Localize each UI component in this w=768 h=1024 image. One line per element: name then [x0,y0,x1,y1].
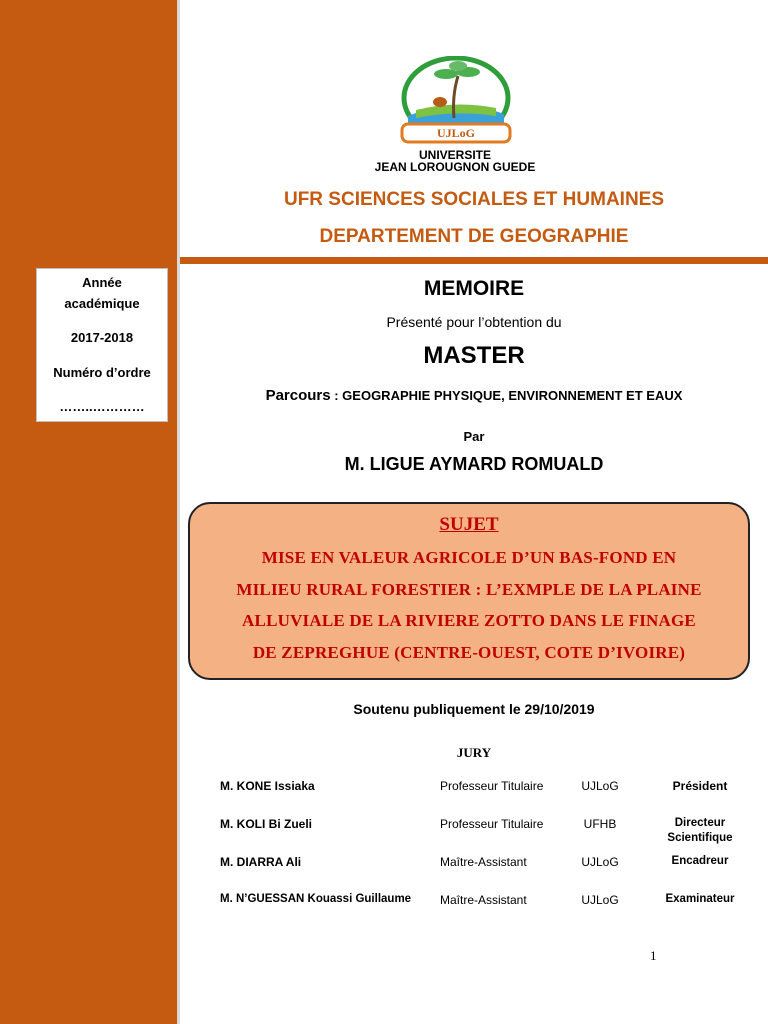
jury-member-institution: UJLoG [581,779,619,793]
sujet-line: ALLUVIALE DE LA RIVIERE ZOTTO DANS LE FINAGE [242,611,696,630]
sujet-box [188,502,750,680]
info-box [36,268,168,422]
doc-type: MEMOIRE [423,277,525,300]
sujet-line: MISE EN VALEUR AGRICOLE D’UN BAS-FOND EN [261,548,677,567]
annee-line1: Année [82,275,122,290]
sidebar-edge [177,0,180,1024]
numero-label: Numéro d’ordre [53,365,151,380]
defense-date: Soutenu publiquement le 29/10/2019 [353,701,595,717]
logo-acronym: UJLoG [436,126,476,140]
jury-member-institution: UJLoG [581,855,619,869]
jury-member-name: M. N’GUESSAN Kouassi Guillaume [220,893,412,905]
jury-member-grade: Maître-Assistant [440,893,527,907]
academic-year: 2017-2018 [70,330,134,345]
par-label: Par [463,429,485,444]
jury-title: JURY [456,745,492,760]
jury-member-role-line2: Scientifique [667,832,733,844]
jury-member-name: M. KONE Issiaka [220,779,315,793]
jury-member-grade: Professeur Titulaire [440,779,544,793]
annee-line2: académique [64,296,140,311]
jury-member-name: M. KOLI Bi Zueli [220,817,312,831]
department-title: DEPARTEMENT DE GEOGRAPHIE [319,226,629,247]
ufr-title: UFR SCIENCES SOCIALES ET HUMAINES [283,189,665,210]
header-divider [180,257,768,264]
jury-member-role: Président [672,779,728,793]
page-number: 1 [650,948,657,963]
jury-member-grade: Maître-Assistant [440,855,527,869]
parcours-value: : GEOGRAPHIE PHYSIQUE, ENVIRONNEMENT ET EAUX [330,388,683,403]
jury-member-name: M. DIARRA Ali [220,855,302,869]
jury-member-role: Examinateur [665,893,735,905]
sujet-label: SUJET [439,514,499,535]
university-logo [386,56,526,156]
author-name: M. LIGUE AYMARD ROMUALD [344,454,604,474]
sidebar-band [0,0,177,1024]
parcours-line [180,387,768,404]
university-line2: JEAN LOROUGNON GUEDE [374,160,536,174]
presented-for: Présenté pour l’obtention du [386,314,562,330]
jury-member-role: Encadreur [671,855,729,867]
degree: MASTER [423,342,525,369]
jury-member-institution: UFHB [583,817,617,831]
university-line1: UNIVERSITE [418,148,491,162]
parcours-label: Parcours [265,387,331,404]
sujet-line: MILIEU RURAL FORESTIER : L’EXMPLE DE LA PLAINE [236,580,702,599]
sujet-line: DE ZEPREGHUE (CENTRE-OUEST, COTE D’IVOIRE) [252,643,686,662]
jury-member-role: Directeur [674,817,726,829]
numero-value: ……..………… [59,399,145,414]
jury-member-grade: Professeur Titulaire [440,817,544,831]
jury-member-institution: UJLoG [581,893,619,907]
